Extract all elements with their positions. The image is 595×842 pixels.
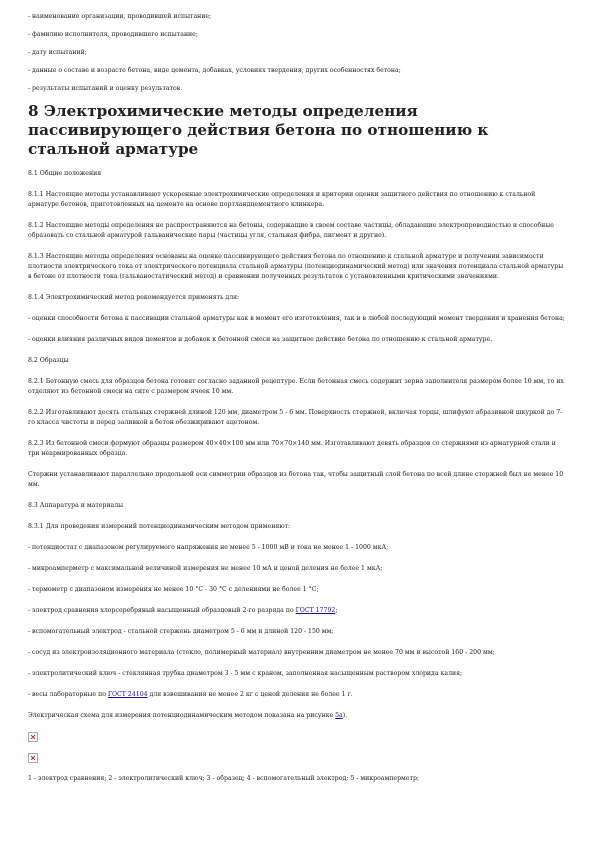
gost-24104-link[interactable]: ГОСТ 24104 — [107, 691, 148, 698]
gost-17792-link[interactable]: ГОСТ 17792 — [295, 607, 336, 614]
subsection-title: 8.1 Общие положения — [28, 170, 102, 177]
list-item: - микроамперметр с максимальной величиной измерения не менее 10 мА и ценой деления не более 1 мкА; — [28, 565, 383, 572]
list-item: - сосуд из электроизоляционного материала (стекло, полимерный материал) внутренним диаметром не менее 70 мм и высотой 160 - 200 мм; — [28, 649, 495, 656]
list-item: - наименование организации, проводившей испытание; — [28, 13, 212, 20]
paragraph: 8.1.3 Настоящие методы определения основаны на оценке пассивирующего действия бетона по отношению к стальной арматуре и получении зависимости плотности электрического тока от электрического потенциала стальной арматуры (потенциодинамический метод) или значения потенциала стальной арматуры в бетоне от плотности тока (гальваностатический метод) и сравнении полученных результатов с установленными критическими значениями. — [28, 253, 564, 280]
list-item: - термометр с диапазоном измерения не менее 10 °С - 30 °С с делениями не более 1 °С; — [28, 586, 319, 593]
list-item: - оценки способности бетона к пассивации стальной арматуры как в момент его изготовления, так и в любой последующий момент твердения и хранения бетона; — [28, 315, 565, 322]
text: - электрод сравнения хлорсеребряный насыщенный образцовый 2-го разряда по — [28, 607, 296, 614]
list-item — [28, 690, 567, 700]
list-item: - потенциостат с диапазоном регулируемого напряжения не менее 5 - 1000 мВ и тока не менее 1 - 1000 мкА; — [28, 544, 389, 551]
paragraph: 8.2.3 Из бетонной смеси формуют образцы размером 40×40×100 мм или 70×70×140 мм. Изготавливают девять образцов со стержнями из арматурной стали и три неармированных образца. — [28, 440, 556, 457]
list-item: - оценки влияния различных видов цементов и добавок к бетонной смеси на защитное действие бетона по отношению к стальной арматуре. — [28, 336, 493, 343]
broken-image-icon — [28, 732, 38, 742]
paragraph: 8.3.1 Для проведения измерений потенциодинамическим методом применяют: — [28, 523, 291, 530]
figure-legend: 1 - электрод сравнения; 2 - электролитический ключ; 3 - образец; 4 - вспомогательный электрод; 5 - микроамперметр; — [28, 775, 419, 782]
paragraph: 8.1.1 Настоящие методы устанавливают ускоренные электрохимические определения и критерии оценки защитного действия по отношению к стальной арматуре бетонов, приготовленных на цементе на основе портландцементного клинкера. — [28, 191, 536, 208]
paragraph: 8.1.4 Электрохимический метод рекомендуется применять для: — [28, 294, 240, 301]
list-item: - фамилию исполнителя, проводившего испытание; — [28, 31, 198, 38]
broken-image-icon — [28, 753, 38, 763]
paragraph: Стержни устанавливают параллельно продольной оси симметрии образцов из бетона так, чтобы защитный слой бетона по всей длине стержней был не менее 10 мм. — [28, 471, 564, 488]
subsection-title: 8.2 Образцы — [28, 357, 69, 364]
paragraph: 8.2.1 Бетонную смесь для образцов бетона готовят согласно заданной рецептуре. Если бетонная смесь содержит зерна заполнителя размером более 10 мм, то их отделяют из бетонной смеси на сите с размером ячеек 10 мм. — [28, 378, 564, 395]
list-item: - данные о составе и возрасте бетона, виде цемента, добавках, условиях твердения, других особенностях бетона; — [28, 67, 401, 74]
section-heading: 8 Электрохимические методы определения пассивирующего действия бетона по отношению к стальной арматуре — [28, 102, 489, 158]
paragraph: 8.1.2 Настоящие методы определения не распространяются на бетоны, содержащие в своем составе частицы, обладающие электропроводностью и способные образовать со стальной арматурой гальванические пары (частицы угля, стальная фибра, пигмент и другие). — [28, 222, 554, 239]
text: ; — [335, 607, 338, 614]
text: ). — [342, 712, 348, 719]
text: - весы лабораторные по — [28, 691, 108, 698]
text: для взвешивания не менее 2 кг с ценой деления не более 1 г. — [147, 691, 353, 698]
list-item: - дату испытаний; — [28, 49, 87, 56]
figure-5a-link[interactable]: 5а — [335, 712, 343, 719]
list-item — [28, 606, 567, 616]
list-item: - результаты испытаний и оценку результатов. — [28, 85, 183, 92]
text: Электрическая схема для измерения потенциодинамическим методом показана на рисунке — [28, 712, 336, 719]
list-item: - вспомогательный электрод - стальной стержень диаметром 5 - 6 мм и длиной 120 - 150 мм; — [28, 628, 334, 635]
paragraph — [28, 711, 567, 721]
list-item: - электролитический ключ - стеклянная трубка диаметром 3 - 5 мм с краном, заполненная насыщенным раствором хлорида калия; — [28, 670, 463, 677]
paragraph: 8.2.2 Изготавливают десять стальных стержней длиной 120 мм, диаметром 5 - 6 мм. Поверхность стержней, включая торцы, шлифуют абразивной шкуркой до 7-го класса чистоты и перед заливкой в бетон обезжиривают ацетоном. — [28, 409, 563, 426]
subsection-title: 8.3 Аппаратура и материалы — [28, 502, 124, 509]
